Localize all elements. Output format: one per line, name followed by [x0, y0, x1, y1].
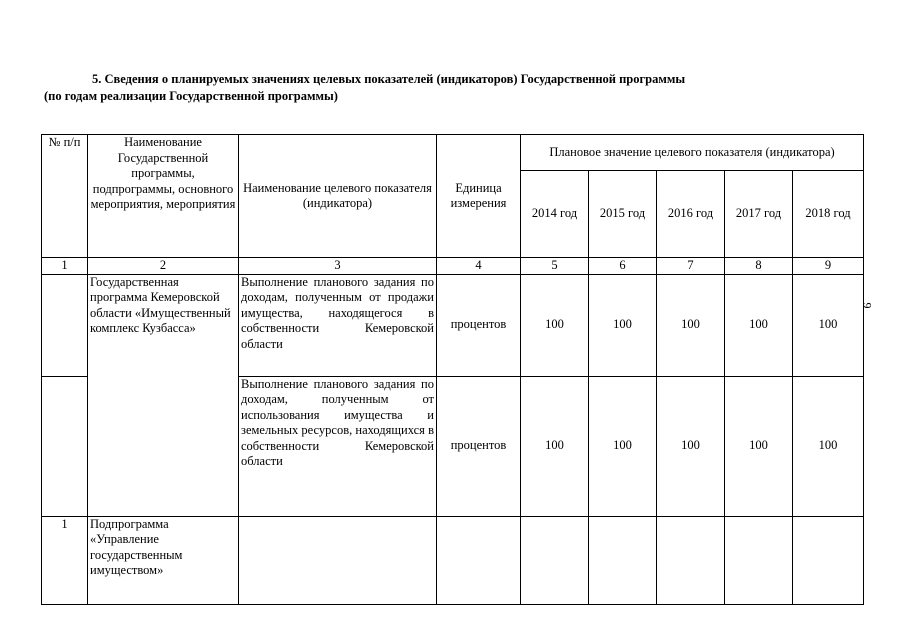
empty-cell [657, 516, 725, 604]
column-numbers-row [42, 258, 864, 275]
row-num: 1 [42, 516, 88, 604]
column-number: 3 [239, 258, 437, 275]
value-cell: 100 [657, 274, 725, 376]
header-row-1 [42, 135, 864, 171]
subprogram-name: Подпрограмма «Управление государственным имуществом» [88, 516, 239, 604]
column-number: 6 [589, 258, 657, 275]
empty-cell [239, 516, 437, 604]
table-row [42, 274, 864, 376]
row-num [42, 376, 88, 516]
value-cell: 100 [521, 274, 589, 376]
indicator-name: Выполнение планового задания по доходам, полученным от использования имущества и земельных ресурсов, находящихся в собственности Кемеровской области [239, 376, 437, 516]
table-row [42, 516, 864, 604]
page-number: 9 [860, 302, 875, 309]
header-year: 2016 год [657, 171, 725, 258]
indicators-table [41, 134, 864, 605]
empty-cell [437, 516, 521, 604]
value-cell: 100 [793, 274, 864, 376]
value-cell: 100 [793, 376, 864, 516]
header-planned: Плановое значение целевого показателя (индикатора) [521, 135, 864, 171]
header-year: 2015 год [589, 171, 657, 258]
title-line-1: 5. Сведения о планируемых значениях целевых показателей (индикаторов) Государственной программы [92, 72, 686, 86]
unit-cell: процентов [437, 274, 521, 376]
title-line-2: (по годам реализации Государственной программы) [44, 89, 338, 103]
column-number: 2 [88, 258, 239, 275]
value-cell: 100 [589, 376, 657, 516]
column-number: 9 [793, 258, 864, 275]
column-number: 8 [725, 258, 793, 275]
empty-cell [521, 516, 589, 604]
header-unit: Единица измерения [437, 135, 521, 258]
unit-cell: процентов [437, 376, 521, 516]
empty-cell [793, 516, 864, 604]
value-cell: 100 [521, 376, 589, 516]
column-number: 4 [437, 258, 521, 275]
header-year: 2017 год [725, 171, 793, 258]
value-cell: 100 [725, 376, 793, 516]
column-number: 5 [521, 258, 589, 275]
indicator-name: Выполнение планового задания по доходам, полученным от продажи имущества, находящегося в собственности Кемеровской области [239, 274, 437, 376]
header-indicator: Наименование целевого показателя (индикатора) [239, 135, 437, 258]
program-name: Государственная программа Кемеровской области «Имущественный комплекс Кузбасса» [88, 274, 239, 516]
value-cell: 100 [657, 376, 725, 516]
header-year: 2014 год [521, 171, 589, 258]
empty-cell [589, 516, 657, 604]
value-cell: 100 [589, 274, 657, 376]
document-title [44, 71, 844, 105]
row-num [42, 274, 88, 376]
value-cell: 100 [725, 274, 793, 376]
column-number: 1 [42, 258, 88, 275]
header-year: 2018 год [793, 171, 864, 258]
header-num: № п/п [42, 135, 88, 258]
header-program: Наименование Государственной программы, подпрограммы, основного мероприятия, мероприятия [88, 135, 239, 258]
empty-cell [725, 516, 793, 604]
column-number: 7 [657, 258, 725, 275]
